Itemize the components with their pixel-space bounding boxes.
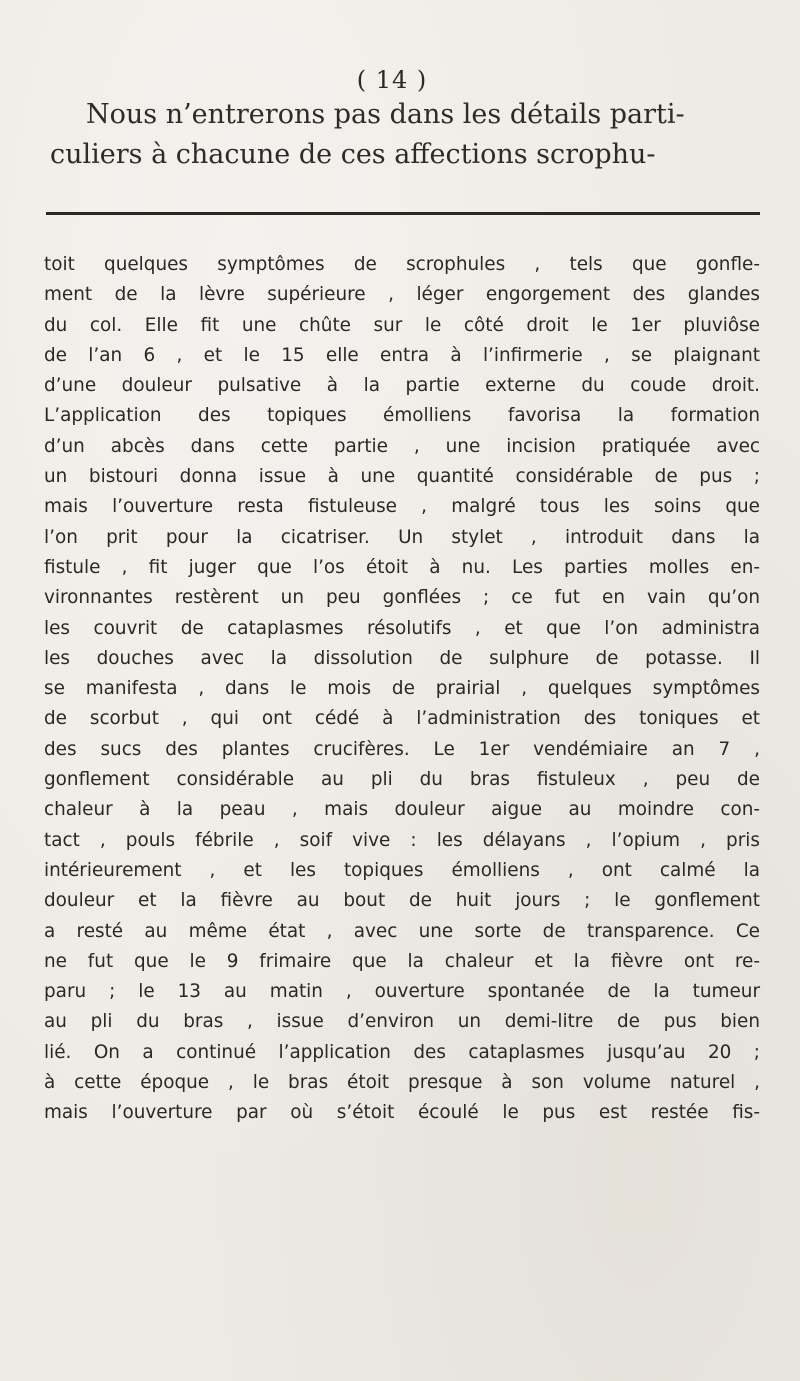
body-line: un bistouri donna issue à une quantité considérable de pus ; (44, 466, 760, 488)
body-line: chaleur à la peau , mais douleur aigue au moindre con- (44, 799, 760, 821)
body-line: gonflement considérable au pli du bras fistuleux , peu de (44, 769, 760, 791)
body-line: douleur et la fièvre au bout de huit jours ; le gonflement (44, 890, 760, 912)
body-line: à cette époque , le bras étoit presque à son volume naturel , (44, 1072, 760, 1094)
body-line: mais l’ouverture par où s’étoit écoulé le pus est restée fis- (44, 1102, 760, 1124)
body-line: au pli du bras , issue d’environ un demi-litre de pus bien (44, 1011, 760, 1033)
body-line: tact , pouls fébrile , soif vive : les délayans , l’opium , pris (44, 829, 760, 851)
body-line: paru ; le 13 au matin , ouverture spontanée de la tumeur (44, 981, 760, 1003)
body-line: mais l’ouverture resta fistuleuse , malgré tous les soins que (44, 496, 760, 518)
body-line: de scorbut , qui ont cédé à l’administration des toniques et (44, 708, 760, 730)
body-line: les douches avec la dissolution de sulphure de potasse. Il (44, 647, 760, 669)
section-divider (46, 212, 760, 215)
body-line: lié. On a continué l’application des cataplasmes jusqu’au 20 ; (44, 1041, 760, 1063)
body-line: ne fut que le 9 frimaire que la chaleur et la fièvre ont re- (44, 950, 760, 972)
page-number: ( 14 ) (356, 66, 428, 94)
body-line: a resté au même état , avec une sorte de transparence. Ce (44, 920, 760, 942)
body-line: L’application des topiques émolliens favorisa la formation (44, 405, 760, 427)
body-line: de l’an 6 , et le 15 elle entra à l’infirmerie , se plaignant (44, 344, 760, 366)
body-line: d’une douleur pulsative à la partie externe du coude droit. (44, 375, 760, 397)
body-line: ment de la lèvre supérieure , léger engorgement des glandes (44, 284, 760, 306)
body-line: toit quelques symptômes de scrophules , tels que gonfle- (44, 254, 760, 275)
body-line: intérieurement , et les topiques émolliens , ont calmé la (44, 859, 760, 881)
lead-paragraph-line-1: Nous n’entrerons pas dans les détails parti- (86, 99, 685, 130)
lead-paragraph-line-2: culiers à chacune de ces affections scrophu- (50, 139, 656, 170)
body-line: d’un abcès dans cette partie , une incision pratiquée avec (44, 435, 760, 457)
body-line: l’on prit pour la cicatriser. Un stylet , introduit dans la (44, 526, 760, 548)
body-line: du col. Elle fit une chûte sur le côté droit le 1er pluviôse (44, 314, 760, 336)
body-line: se manifesta , dans le mois de prairial , quelques symptômes (44, 678, 760, 700)
body-paragraph (44, 250, 760, 1129)
body-line: les couvrit de cataplasmes résolutifs , et que l’on administra (44, 617, 760, 639)
body-line: fistule , fit juger que l’os étoit à nu. Les parties molles en- (44, 556, 760, 578)
body-line: des sucs des plantes crucifères. Le 1er vendémiaire an 7 , (44, 738, 760, 760)
body-line: vironnantes restèrent un peu gonflées ; ce fut en vain qu’on (44, 587, 760, 609)
